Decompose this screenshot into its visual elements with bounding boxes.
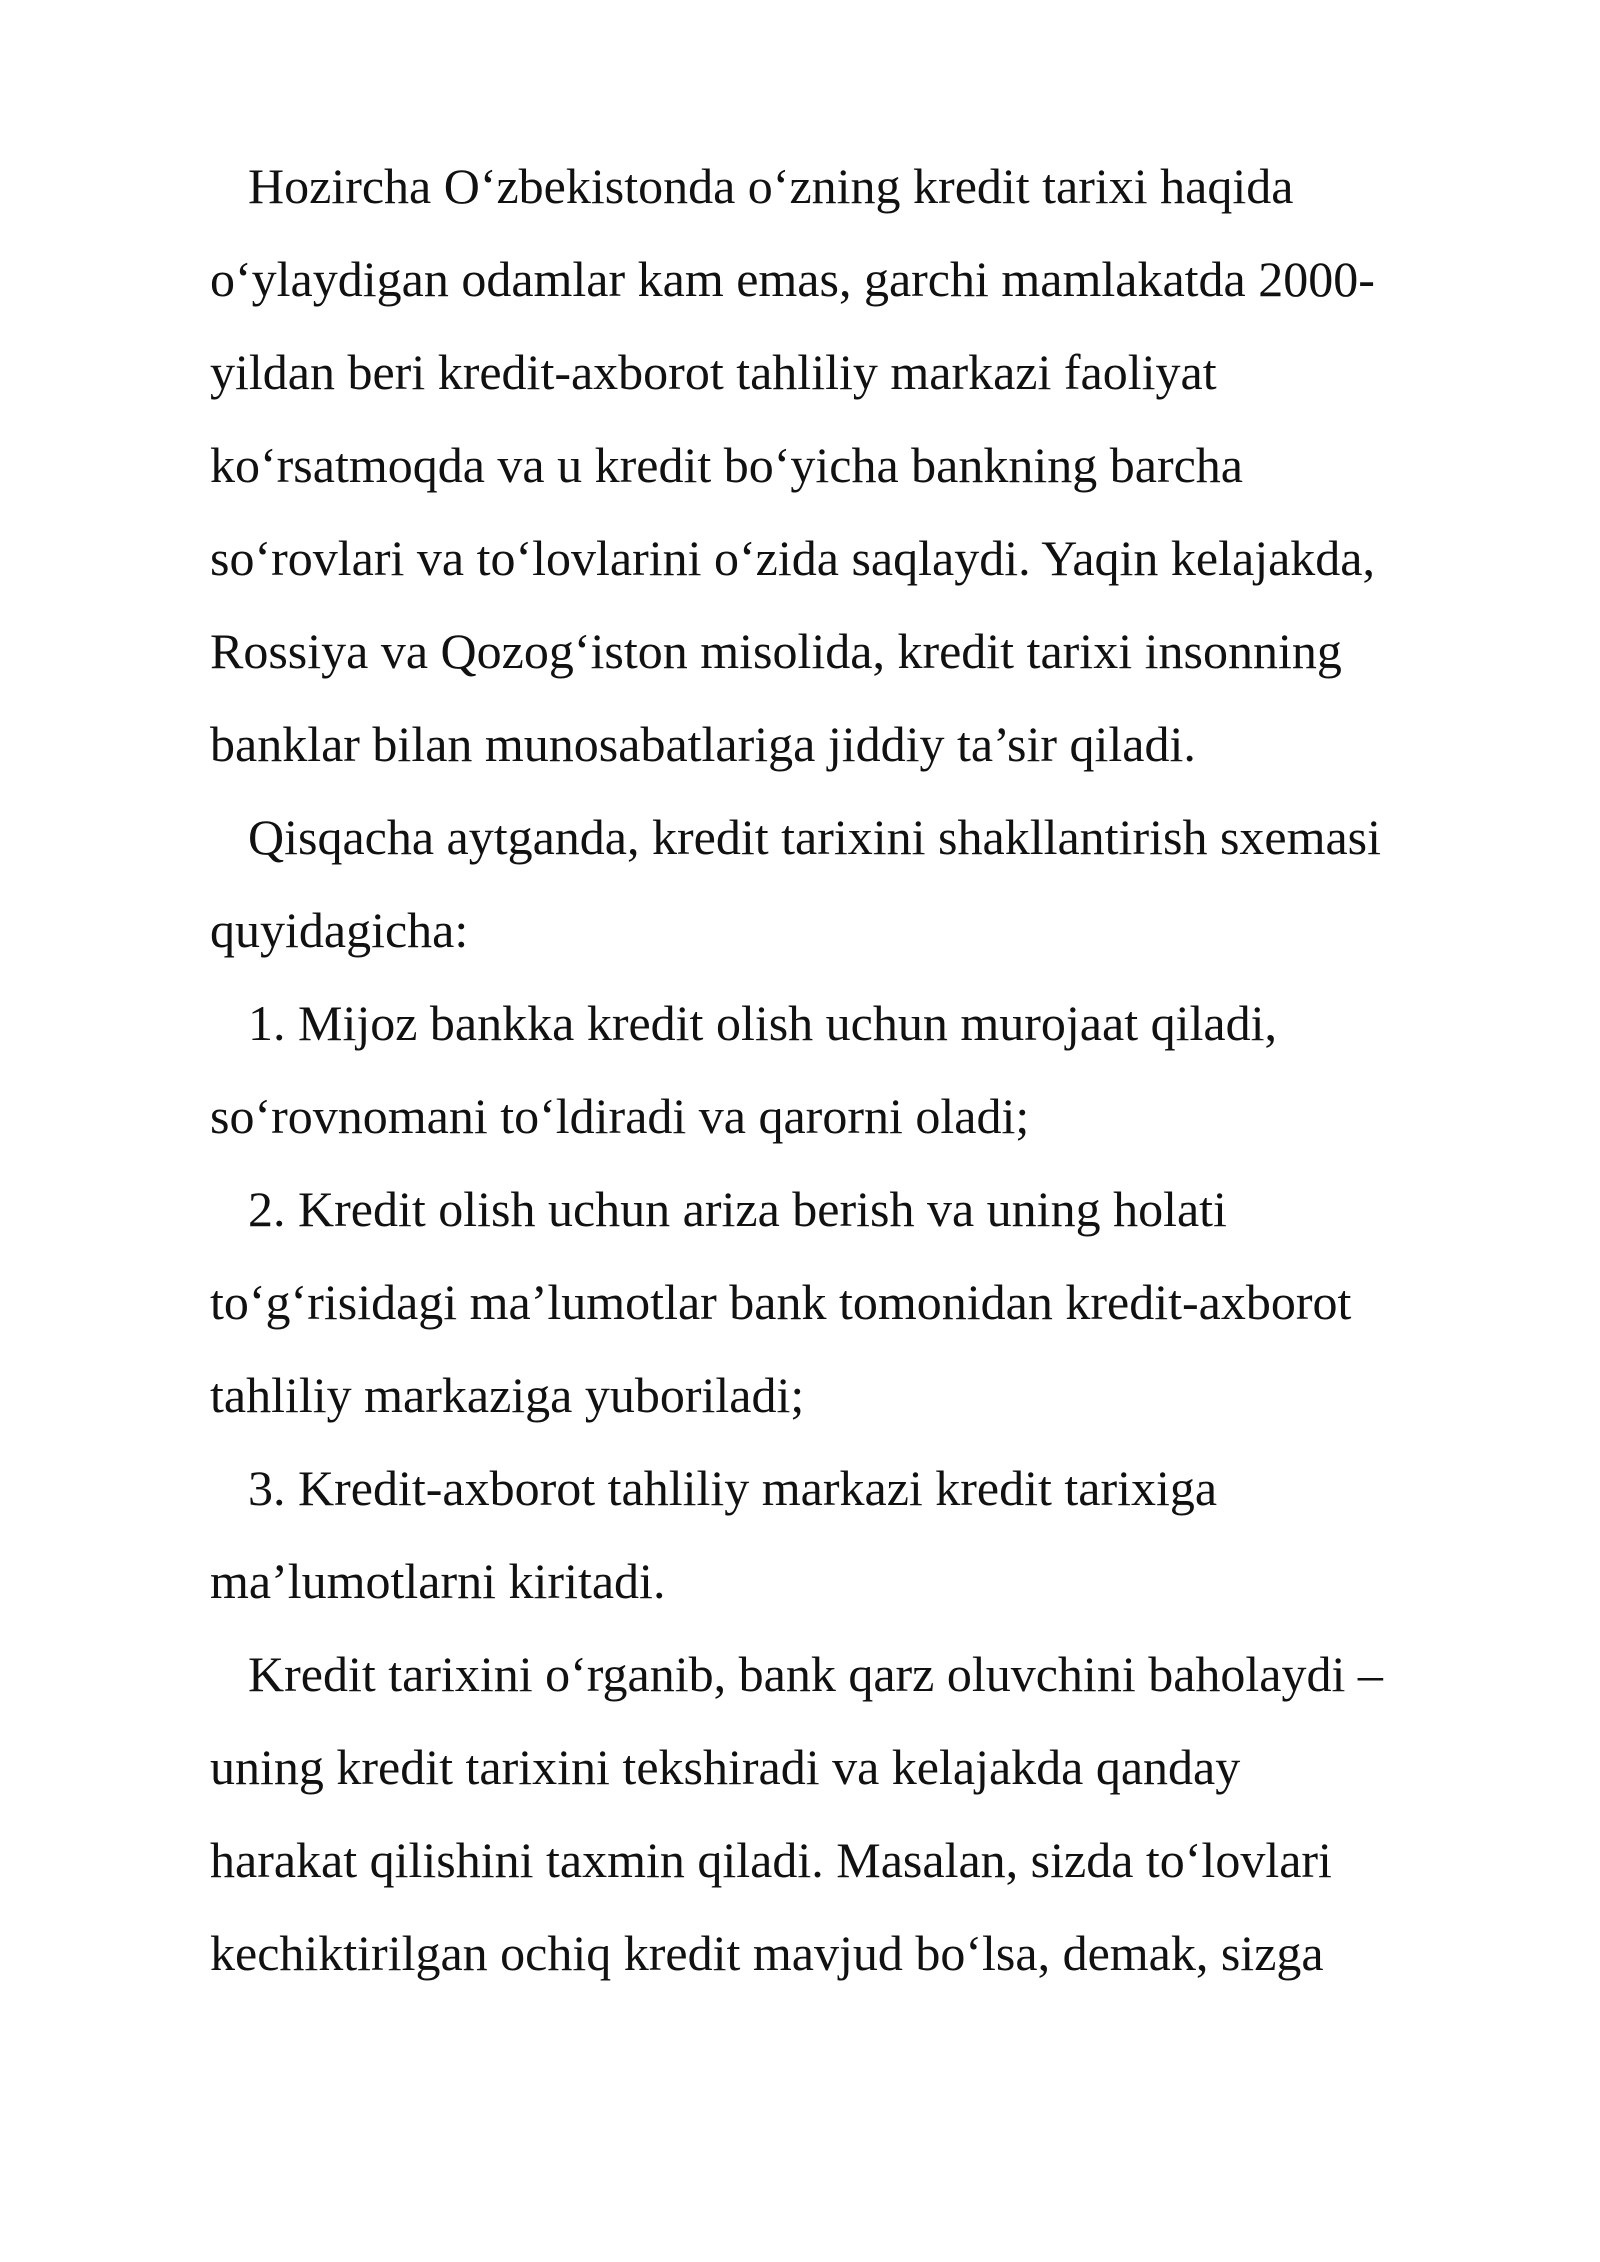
body-text <box>210 140 1490 2000</box>
list-item-3-line: 3. Kredit-axborot tahliliy markazi kredit tarixiga <box>248 1460 1218 1516</box>
text-line: Qisqacha aytganda, kredit tarixini shakllantirish sxemasi <box>248 809 1382 865</box>
list-item-1-line: 1. Mijoz bankka kredit olish uchun murojaat qiladi, <box>248 995 1277 1051</box>
text-line: so‘rovlari va to‘lovlarini o‘zida saqlaydi. Yaqin kelajakda, <box>210 530 1375 586</box>
list-item-2-line: to‘g‘risidagi ma’lumotlar bank tomonidan kredit-axborot <box>210 1274 1352 1330</box>
list-item-2-line: tahliliy markaziga yuboriladi; <box>210 1367 805 1423</box>
text-line: banklar bilan munosabatlariga jiddiy ta’sir qiladi. <box>210 716 1196 772</box>
text-line: ko‘rsatmoqda va u kredit bo‘yicha bankning barcha <box>210 437 1243 493</box>
text-line: quyidagicha: <box>210 902 469 958</box>
text-line: uning kredit tarixini tekshiradi va kelajakda qanday <box>210 1739 1241 1795</box>
list-item-2-line: 2. Kredit olish uchun ariza berish va uning holati <box>248 1181 1227 1237</box>
list-item-3-line: ma’lumotlarni kiritadi. <box>210 1553 666 1609</box>
text-line: Kredit tarixini o‘rganib, bank qarz oluvchini baholaydi – <box>248 1646 1383 1702</box>
text-line: o‘ylaydigan odamlar kam emas, garchi mamlakatda 2000- <box>210 251 1375 307</box>
list-item-1-line: so‘rovnomani to‘ldiradi va qarorni oladi; <box>210 1088 1030 1144</box>
text-line: harakat qilishini taxmin qiladi. Masalan, sizda to‘lovlari <box>210 1832 1332 1888</box>
text-line: yildan beri kredit-axborot tahliliy markazi faoliyat <box>210 344 1217 400</box>
text-line: Rossiya va Qozog‘iston misolida, kredit tarixi insonning <box>210 623 1342 679</box>
text-line: kechiktirilgan ochiq kredit mavjud bo‘lsa, demak, sizga <box>210 1925 1324 1981</box>
text-line: Hozircha O‘zbekistonda o‘zning kredit tarixi haqida <box>248 158 1294 214</box>
